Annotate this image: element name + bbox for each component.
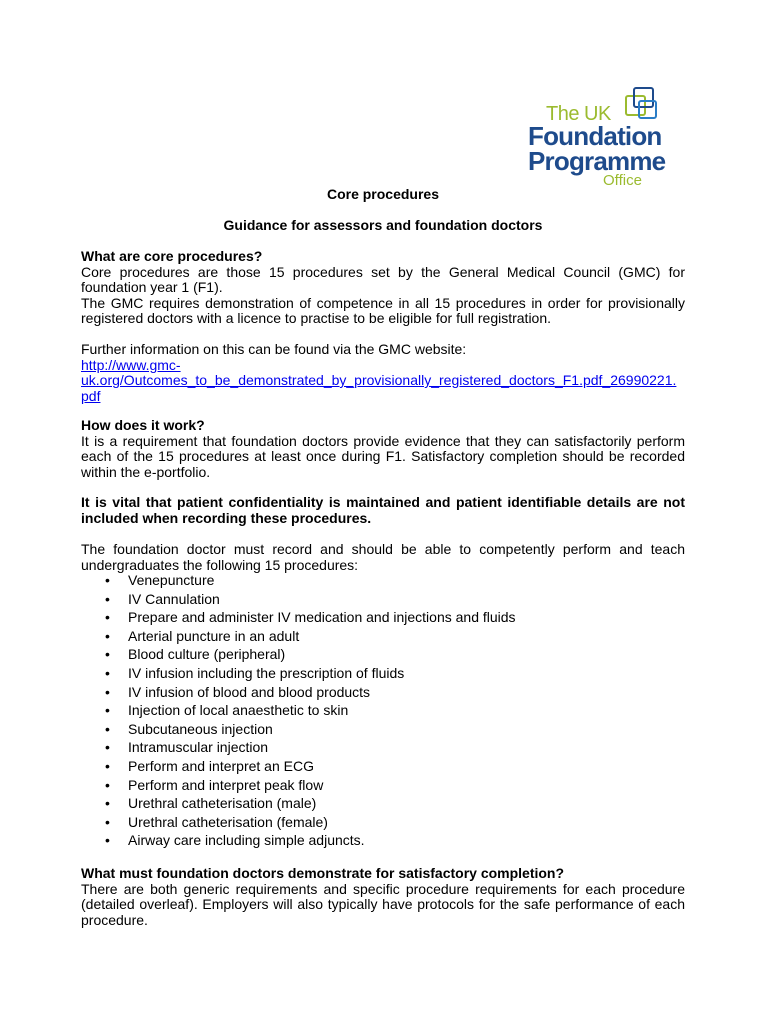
procedure-list-item bbox=[81, 701, 685, 720]
document-subtitle: Guidance for assessors and foundation doctors bbox=[223, 217, 543, 233]
section-satisfactory-completion bbox=[81, 866, 685, 928]
section-what-are-core-procedures bbox=[81, 249, 685, 327]
bullet-icon: • bbox=[105, 572, 110, 588]
procedure-label: Subcutaneous injection bbox=[128, 720, 273, 737]
gmc-link-line: uk.org/Outcomes_to_be_demonstrated_by_provisionally_registered_doctors_F1.pdf_26990221. bbox=[81, 372, 677, 388]
bullet-icon: • bbox=[105, 776, 110, 793]
further-information bbox=[81, 342, 685, 404]
procedure-label: Injection of local anaesthetic to skin bbox=[128, 702, 349, 719]
procedure-label: Perform and interpret peak flow bbox=[128, 776, 324, 793]
procedure-list-item bbox=[81, 683, 685, 702]
bullet-icon: • bbox=[105, 590, 110, 607]
document-page bbox=[81, 0, 685, 1024]
procedure-label: IV Cannulation bbox=[128, 590, 220, 607]
document-title: Core procedures bbox=[326, 186, 440, 202]
procedure-list-item bbox=[81, 831, 685, 850]
logo-line-programme: Programme bbox=[528, 146, 666, 176]
procedure-label: Intramuscular injection bbox=[128, 739, 269, 756]
section-heading: What are core procedures? bbox=[81, 248, 263, 264]
bullet-icon: • bbox=[105, 832, 110, 849]
bullet-icon: • bbox=[105, 646, 110, 663]
procedure-list-item bbox=[81, 720, 685, 739]
gmc-website-link[interactable] bbox=[81, 357, 676, 404]
logo-line-foundation: Foundation bbox=[528, 121, 662, 151]
procedure-label: Perform and interpret an ECG bbox=[128, 757, 314, 774]
procedure-list-item bbox=[81, 645, 685, 664]
procedure-label: IV infusion including the prescription of fluids bbox=[128, 664, 405, 681]
section-paragraph: Core procedures are those 15 procedures set by the General Medical Council (GMC) for foundation year 1 (F1). bbox=[81, 263, 685, 295]
confidentiality-warning: It is vital that patient confidentiality is maintained and patient identifiable details are not included when recording these procedures. bbox=[81, 494, 685, 526]
procedure-list-item bbox=[81, 738, 685, 757]
bullet-icon: • bbox=[105, 795, 110, 812]
procedure-label: Urethral catheterisation (female) bbox=[128, 813, 328, 830]
bullet-icon: • bbox=[105, 813, 110, 830]
logo-line-the-uk: The UK bbox=[546, 103, 611, 125]
procedure-label: IV infusion of blood and blood products bbox=[128, 683, 371, 700]
bullet-icon: • bbox=[105, 664, 110, 681]
bullet-icon: • bbox=[105, 609, 110, 626]
procedure-label: Airway care including simple adjuncts. bbox=[128, 832, 365, 849]
procedure-list-item bbox=[81, 608, 685, 627]
bullet-icon: • bbox=[105, 627, 110, 644]
gmc-link-line: http://www.gmc- bbox=[81, 356, 181, 373]
bullet-icon: • bbox=[105, 683, 110, 700]
section-paragraph: The GMC requires demonstration of competence in all 15 procedures in order for provisionally registered doctors with a licence to practise to be eligible for full registration. bbox=[81, 294, 685, 326]
bullet-icon: • bbox=[105, 739, 110, 756]
logo-line-office: Office bbox=[603, 172, 642, 189]
procedures-list-container bbox=[81, 571, 685, 850]
section-how-does-it-work bbox=[81, 418, 685, 480]
procedures-list-intro: The foundation doctor must record and should be able to competently perform and teach undergraduates the following 15 procedures: bbox=[81, 541, 685, 573]
procedure-label: Venepuncture bbox=[128, 572, 215, 588]
procedure-list-item bbox=[81, 664, 685, 683]
further-information-text: Further information on this can be found via the GMC website: bbox=[81, 341, 467, 357]
bullet-icon: • bbox=[105, 702, 110, 719]
section-paragraph: It is a requirement that foundation doctors provide evidence that they can satisfactorily perform each of the 15 procedures at least once during F1. Satisfactory completion should be recorded within the e-portfolio. bbox=[81, 432, 685, 480]
procedure-label: Blood culture (peripheral) bbox=[128, 646, 286, 663]
procedure-list-item bbox=[81, 627, 685, 646]
gmc-link-line: pdf bbox=[81, 387, 101, 404]
procedure-list-item bbox=[81, 590, 685, 609]
procedure-list-item bbox=[81, 813, 685, 832]
procedures-list bbox=[81, 571, 685, 850]
section-heading: What must foundation doctors demonstrate for satisfactory completion? bbox=[81, 865, 565, 881]
section-heading: How does it work? bbox=[81, 417, 205, 433]
bullet-icon: • bbox=[105, 757, 110, 774]
section-paragraph: There are both generic requirements and specific procedure requirements for each procedure (detailed overleaf). Employers will also typically have protocols for the safe performance of each procedure. bbox=[81, 880, 685, 928]
bullet-icon: • bbox=[105, 720, 110, 737]
procedure-label: Prepare and administer IV medication and injections and fluids bbox=[128, 609, 516, 626]
procedure-list-item bbox=[81, 571, 685, 590]
procedure-list-item bbox=[81, 757, 685, 776]
procedure-label: Urethral catheterisation (male) bbox=[128, 795, 317, 812]
procedure-list-item bbox=[81, 794, 685, 813]
procedure-label: Arterial puncture in an adult bbox=[128, 627, 300, 644]
procedure-list-item bbox=[81, 776, 685, 795]
